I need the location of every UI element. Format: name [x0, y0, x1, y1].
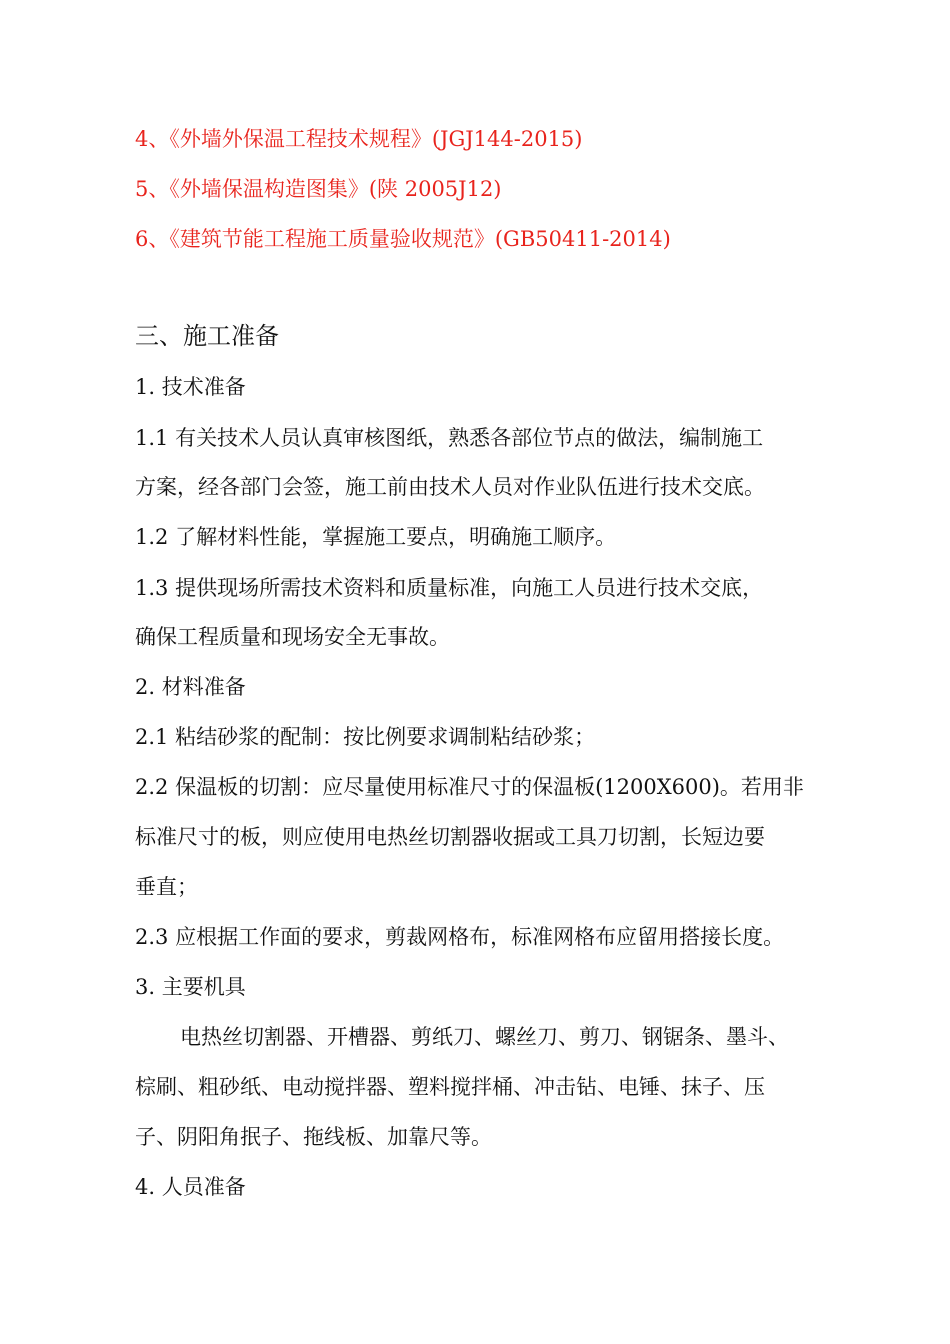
paragraph-1-1-line-2: 方案，经各部门会签，施工前由技术人员对作业队伍进行技术交底。	[135, 475, 765, 499]
tools-line-1: 电热丝切割器、开槽器、剪纸刀、螺丝刀、剪刀、钢锯条、墨斗、	[180, 1025, 789, 1049]
paragraph-1-3-line-2: 确保工程质量和现场安全无事故。	[135, 625, 450, 649]
tech-prep-title: 1. 技术准备	[135, 375, 246, 399]
paragraph-1-3-line-1: 1.3 提供现场所需技术资料和质量标准，向施工人员进行技术交底，	[135, 576, 764, 600]
reference-item-5: 5、《外墙保温构造图集》(陕 2005J12)	[135, 177, 502, 201]
tools-line-2: 棕刷、粗砂纸、电动搅拌器、塑料搅拌桶、冲击钻、电锤、抹子、压	[135, 1075, 765, 1099]
paragraph-2-1: 2.1 粘结砂浆的配制：按比例要求调制粘结砂浆；	[135, 725, 596, 749]
tools-title: 3. 主要机具	[135, 975, 246, 999]
reference-item-4: 4、《外墙外保温工程技术规程》(JGJ144-2015)	[135, 127, 583, 151]
paragraph-2-2-line-2: 标准尺寸的板，则应使用电热丝切割器收据或工具刀切割，长短边要	[135, 825, 765, 849]
paragraph-2-3: 2.3 应根据工作面的要求，剪裁网格布，标准网格布应留用搭接长度。	[135, 925, 785, 949]
paragraph-2-2-line-1: 2.2 保温板的切割：应尽量使用标准尺寸的保温板(1200X600)。若用非	[135, 775, 804, 799]
personnel-prep-title: 4. 人员准备	[135, 1175, 246, 1199]
reference-item-6: 6、《建筑节能工程施工质量验收规范》(GB50411-2014)	[135, 227, 671, 251]
material-prep-title: 2. 材料准备	[135, 675, 246, 699]
paragraph-1-1-line-1: 1.1 有关技术人员认真审核图纸，熟悉各部位节点的做法，编制施工	[135, 426, 764, 450]
section-title: 三、施工准备	[135, 322, 279, 350]
tools-line-3: 子、阴阳角抿子、拖线板、加靠尺等。	[135, 1125, 492, 1149]
paragraph-2-2-line-3: 垂直；	[135, 875, 198, 899]
paragraph-1-2: 1.2 了解材料性能，掌握施工要点，明确施工顺序。	[135, 525, 617, 549]
